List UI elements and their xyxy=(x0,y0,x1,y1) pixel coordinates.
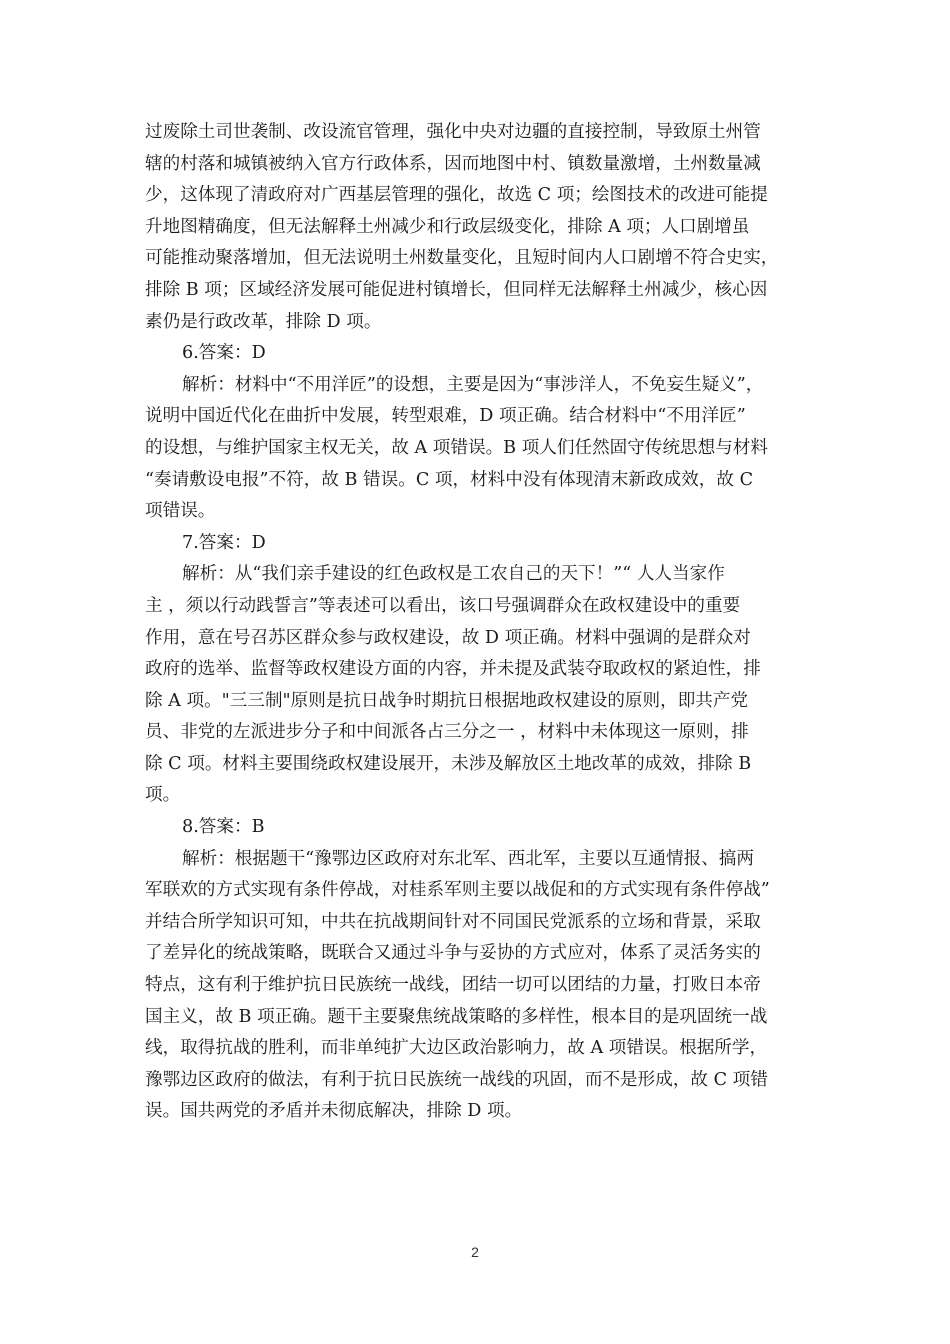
answer-6-explanation-line: 说明中国近代化在曲折中发展，转型艰难，D 项正确。结合材料中“不用洋匠” xyxy=(145,406,746,427)
answer-7-explanation-line: 除 A 项。"三三制"原则是抗日战争时期抗日根据地政权建设的原则，即共产党 xyxy=(145,690,749,711)
paragraph-5-explanation-line: 可能推动聚落增加，但无法说明土州数量变化，且短时间内人口剧增不符合史实， xyxy=(145,248,779,269)
answer-6-explanation-line: 的设想，与维护国家主权无关，故 A 项错误。B 项人们任然固守传统思想与材料 xyxy=(145,437,769,458)
answer-8-explanation-line: 解析：根据题干“豫鄂边区政府对东北军、西北军，主要以互通情报、搞两 xyxy=(182,848,754,869)
answer-6-explanation-line: “奏请敷设电报”不符，故 B 错误。C 项，材料中没有体现清末新政成效，故 C xyxy=(145,469,754,490)
paragraph-5-explanation-line: 排除 B 项；区域经济发展可能促进村镇增长，但同样无法解释土州减少，核心因 xyxy=(145,279,768,300)
answer-6-heading: 6.答案：D xyxy=(182,343,266,364)
answer-8-explanation-line: 了差异化的统战策略，既联合又通过斗争与妥协的方式应对，体系了灵活务实的 xyxy=(145,943,761,964)
answer-7-explanation-line: 解析：从“我们亲手建设的红色政权是工农自己的天下！”“ 人人当家作 xyxy=(182,564,725,585)
answer-8-explanation-line: 豫鄂边区政府的做法，有利于抗日民族统一战线的巩固，而不是形成，故 C 项错 xyxy=(145,1069,768,1090)
answer-8-explanation-line: 并结合所学知识可知，中共在抗战期间针对不同国民党派系的立场和背景，采取 xyxy=(145,911,761,932)
answer-7-explanation-line: 除 C 项。材料主要围绕政权建设展开，未涉及解放区土地改革的成效，排除 B xyxy=(145,753,752,774)
answer-8-explanation-line: 国主义，故 B 项正确。题干主要聚焦统战策略的多样性，根本目的是巩固统一战 xyxy=(145,1006,768,1027)
answer-7-heading: 7.答案：D xyxy=(182,532,266,553)
paragraph-5-explanation-line: 过废除土司世袭制、改设流官管理，强化中央对边疆的直接控制，导致原土州管 xyxy=(145,122,761,142)
answer-8-heading: 8.答案：B xyxy=(182,817,265,838)
answer-7-explanation-line: 作用，意在号召苏区群众参与政权建设，故 D 项正确。材料中强调的是群众对 xyxy=(145,627,751,648)
paragraph-5-explanation-line: 辖的村落和城镇被纳入官方行政体系，因而地图中村、镇数量激增，土州数量减 xyxy=(145,153,761,174)
page-number: 2 xyxy=(471,1244,479,1260)
paragraph-5-explanation-line: 少，这体现了清政府对广西基层管理的强化，故选 C 项；绘图技术的改进可能提 xyxy=(145,185,768,206)
answer-8-explanation-line: 线，取得抗战的胜利，而非单纯扩大边区政治影响力，故 A 项错误。根据所学， xyxy=(145,1038,768,1059)
answer-6-explanation-line: 项错误。 xyxy=(145,501,216,522)
answer-7-explanation-line: 主 ，须以行动践誓言”等表述可以看出，该口号强调群众在政权建设中的重要 xyxy=(145,595,741,616)
answer-7-explanation-line: 政府的选举、监督等政权建设方面的内容，并未提及武装夺取政权的紧迫性，排 xyxy=(145,659,761,680)
answer-8-explanation-line: 军联欢的方式实现有条件停战，对桂系军则主要以战促和的方式实现有条件停战” xyxy=(145,880,770,901)
answer-8-explanation-line: 特点，这有利于维护抗日民族统一战线，团结一切可以团结的力量，打败日本帝 xyxy=(145,975,761,996)
answer-6-explanation-line: 解析：材料中“不用洋匠”的设想，主要是因为“事涉洋人，不免妄生疑义”， xyxy=(182,374,764,395)
answer-7-explanation-line: 员、非党的左派进步分子和中间派各占三分之一 ，材料中未体现这一原则，排 xyxy=(145,722,749,743)
paragraph-5-explanation-line: 素仍是行政改革，排除 D 项。 xyxy=(145,311,382,332)
paragraph-5-explanation-line: 升地图精确度，但无法解释土州减少和行政层级变化，排除 A 项；人口剧增虽 xyxy=(145,216,750,237)
answer-7-explanation-line: 项。 xyxy=(145,785,181,806)
document-body xyxy=(145,117,815,1128)
answer-8-explanation-line: 误。国共两党的矛盾并未彻底解决，排除 D 项。 xyxy=(145,1101,523,1122)
